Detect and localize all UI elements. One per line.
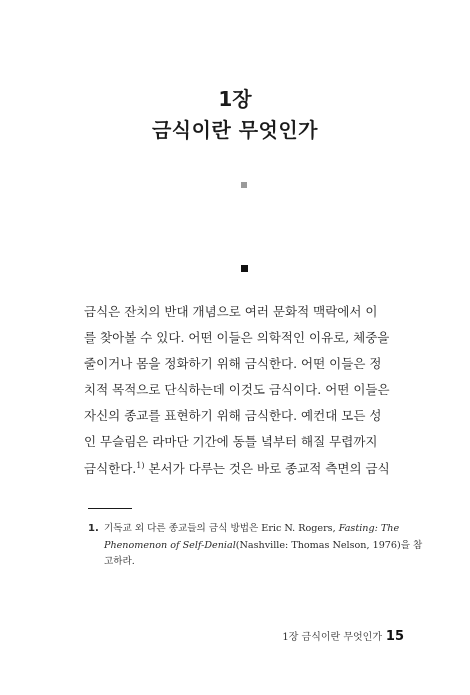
footnote-number: 1. <box>88 523 99 534</box>
footnote-line: 고하라. <box>104 556 135 567</box>
body-paragraph <box>84 299 404 482</box>
black-square-ornament <box>241 265 248 272</box>
footnote-reference[interactable]: 1) <box>136 460 145 470</box>
footnote-italic-b: Phenomenon of Self-Denial <box>104 539 236 551</box>
body-line: 금식은 잔치의 반대 개념으로 여러 문화적 맥락에서 이 <box>84 304 378 319</box>
body-line: 자신의 종교를 표현하기 위해 금식한다. 예컨대 모든 성 <box>84 408 382 424</box>
body-line: 치적 목적으로 단식하는데 이것도 금식이다. 어떤 이들은 <box>84 382 390 398</box>
body-line-start: 금식한다. <box>84 460 137 476</box>
gray-square-ornament <box>241 182 247 188</box>
chapter-title: 금식이란 무엇인가 <box>151 118 319 142</box>
footnote-text-b: (Nashville: Thomas Nelson, 1976)을 참 <box>235 539 423 551</box>
footnote-italic-a: Fasting: The <box>338 523 400 534</box>
body-line: 인 무슬림은 라마단 기간에 동틀 녘부터 해질 무렵까지 <box>84 434 378 450</box>
body-line: 줄이거나 몸을 정화하기 위해 금식한다. 어떤 이들은 정 <box>84 356 382 372</box>
chapter-number: 1장 <box>218 87 252 111</box>
footnote-line <box>104 538 423 555</box>
footnote-line <box>104 521 404 538</box>
footnote-rule <box>88 508 132 509</box>
page-number: 15 <box>385 629 404 644</box>
footnote-body <box>104 521 423 571</box>
footnote <box>88 521 423 571</box>
body-line-end: 본서가 다루는 것은 바로 종교적 측면의 금식 <box>144 460 390 476</box>
body-line: 를 찾아볼 수 있다. 어떤 이들은 의학적인 이유로, 체중을 <box>84 330 390 346</box>
body-line-last <box>84 456 404 482</box>
running-footer-title: 1장 금식이란 무엇인가 <box>282 632 382 643</box>
footnote-text-a: 기독교 외 다른 종교들의 금식 방법은 Eric N. Rogers, <box>104 523 339 534</box>
